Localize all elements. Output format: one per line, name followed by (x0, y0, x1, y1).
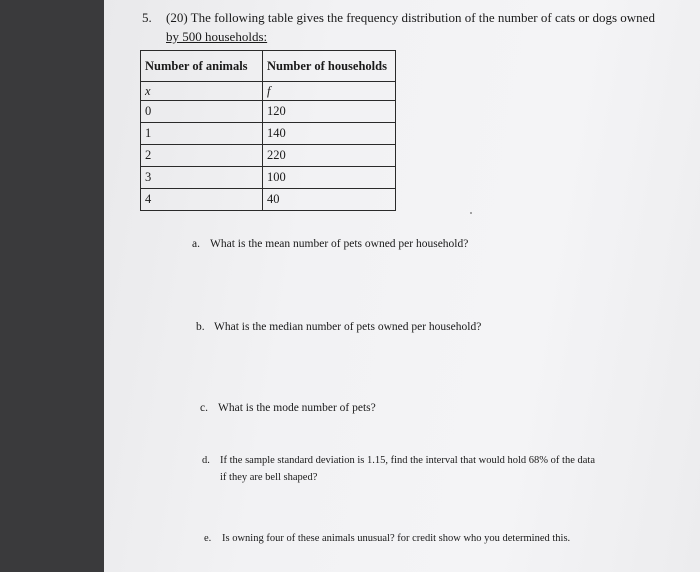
table-cell: 0 (141, 101, 263, 123)
table-row (141, 101, 396, 123)
question-text: (20) The following table gives the frequency distribution of the number of cats or dogs owned (166, 10, 655, 25)
table-row (141, 145, 396, 167)
table-cell: 4 (141, 189, 263, 211)
table-cell: 3 (141, 167, 263, 189)
question-text-continued: by 500 households: (166, 29, 268, 44)
subquestion-b (196, 319, 481, 336)
subquestion-e (204, 530, 570, 547)
subquestion-letter: e. (204, 533, 212, 544)
subquestion-text-continued: if they are bell shaped? (220, 472, 318, 483)
table-header-row (141, 51, 396, 82)
subquestion-letter: a. (192, 238, 200, 250)
subquestion-letter: c. (200, 402, 208, 414)
table-subheader-cell: f (263, 82, 396, 101)
table-cell: 220 (263, 145, 396, 167)
subquestion-letter: b. (196, 321, 205, 333)
subquestion-a (192, 236, 468, 253)
subquestion-text: What is the mode number of pets? (218, 402, 376, 414)
table-header-cell: Number of animals (141, 51, 263, 82)
frequency-table (140, 50, 396, 211)
subquestion-text: What is the mean number of pets owned per household? (210, 238, 469, 250)
subquestion-d (202, 452, 595, 486)
table-subheader-cell: x (141, 82, 263, 101)
table-cell: 1 (141, 123, 263, 145)
table-cell: 140 (263, 123, 396, 145)
table-cell: 120 (263, 101, 396, 123)
subquestion-text: What is the median number of pets owned per household? (214, 321, 482, 333)
table-cell: 2 (141, 145, 263, 167)
table-header-cell: Number of households (263, 51, 396, 82)
paper-speck (470, 212, 472, 214)
table-row (141, 167, 396, 189)
table-subheader-row (141, 82, 396, 101)
table-cell: 100 (263, 167, 396, 189)
subquestion-text: Is owning four of these animals unusual? for credit show who you determined this. (222, 533, 571, 544)
table-row (141, 123, 396, 145)
question-number: 5. (142, 10, 152, 25)
table-row (141, 189, 396, 211)
table-cell: 40 (263, 189, 396, 211)
subquestion-text: If the sample standard deviation is 1.15, find the interval that would hold 68% of the data (220, 455, 595, 466)
subquestion-letter: d. (202, 455, 210, 466)
subquestion-c (200, 400, 376, 417)
